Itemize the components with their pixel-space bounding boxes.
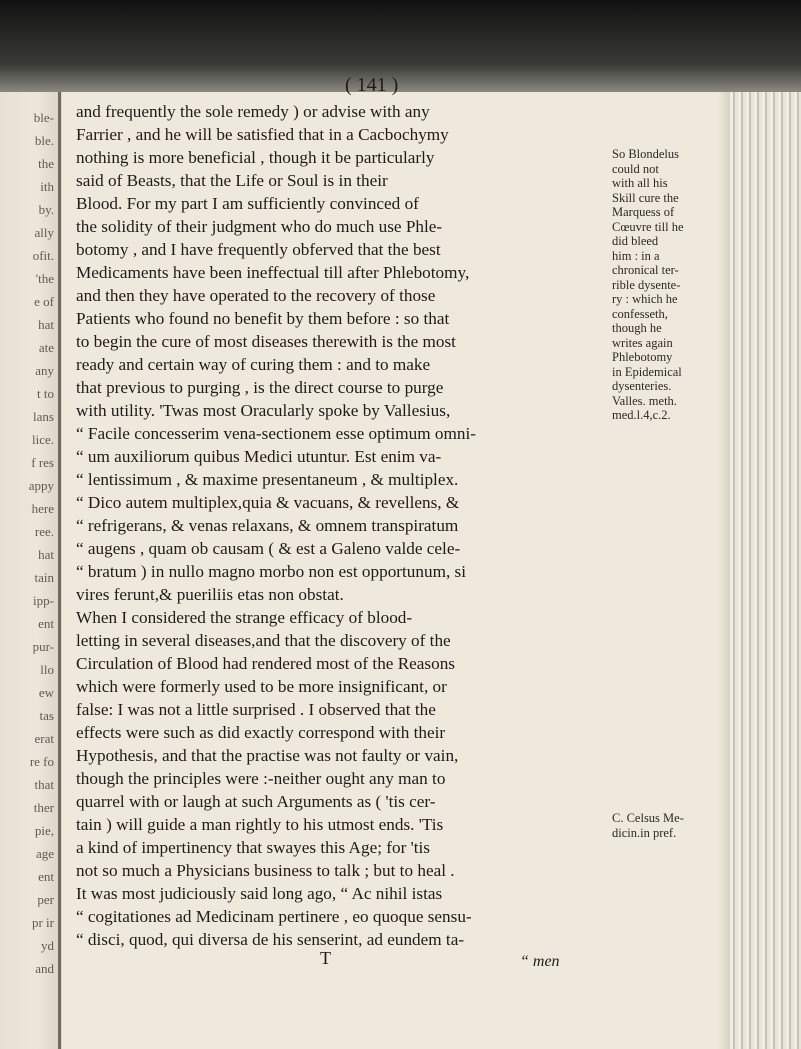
text-line: that previous to purging , is the direct course to purge <box>76 378 444 397</box>
marginal-line: dysenteries. <box>612 379 672 393</box>
left-fragment: yd <box>41 938 54 953</box>
marginal-line: though he <box>612 321 662 335</box>
left-fragment: 'the <box>35 271 54 286</box>
marginal-line: Skill cure the <box>612 190 679 205</box>
marginal-line: him : in a <box>612 248 660 263</box>
left-fragment: hat <box>38 547 54 562</box>
left-fragment: llo <box>40 662 54 677</box>
text-line: “ cogitationes ad Medicinam pertinere , eo quoque sensu- <box>76 907 472 926</box>
marginal-line: confesseth, <box>612 306 668 321</box>
left-fragment: f res <box>31 455 54 470</box>
text-line: nothing is more beneficial , though it be particularly <box>76 148 435 167</box>
text-line: Blood. For my part I am sufficiently convinced of <box>76 194 419 213</box>
text-line: though the principles were :-neither ought any man to <box>76 769 446 788</box>
text-line: and frequently the sole remedy ) or advise with any <box>76 102 430 121</box>
left-fragment: that <box>34 777 54 792</box>
text-line: tain ) will guide a man rightly to his utmost ends. 'Tis <box>76 815 444 834</box>
left-fragment: and <box>35 961 54 976</box>
left-fragment: erat <box>34 731 54 746</box>
marginal-line: in Epidemical <box>612 364 682 379</box>
left-fragment: ew <box>38 685 54 700</box>
left-fragment: lans <box>33 409 54 424</box>
marginal-line: ry : which he <box>612 292 678 306</box>
catchword: “ men <box>520 953 560 970</box>
left-fragment: re fo <box>29 754 54 769</box>
left-fragment: tas <box>39 708 54 723</box>
text-line: When I considered the strange efficacy of blood- <box>76 608 413 627</box>
text-line: letting in several diseases,and that the discovery of the <box>76 631 451 650</box>
left-fragment: t to <box>37 386 54 401</box>
text-line: said of Beasts, that the Life or Soul is in their <box>76 171 388 190</box>
left-fragment: per <box>37 892 54 907</box>
left-fragment: ipp- <box>33 593 54 608</box>
text-line: to begin the cure of most diseases therewith is the most <box>76 332 456 351</box>
text-line: “ bratum ) in nullo magno morbo non est opportunum, si <box>76 562 467 581</box>
left-fragment: lice. <box>31 432 54 447</box>
text-line: “ augens , quam ob causam ( & est a Galeno valde cele- <box>76 539 461 558</box>
text-line: “ um auxiliorum quibus Medici utuntur. Est enim va- <box>76 447 442 466</box>
text-line: “ Dico autem multiplex,quia & vacuans, & revellens, & <box>76 493 460 512</box>
marginal-line: Phlebotomy <box>612 350 673 364</box>
left-fragment: e of <box>34 294 54 309</box>
text-line: Hypothesis, and that the practise was not faulty or vain, <box>76 746 459 765</box>
text-line: Circulation of Blood had rendered most of the Reasons <box>76 654 455 673</box>
text-line: effects were such as did exactly correspond with their <box>76 723 446 742</box>
marginal-line: Marquess of <box>612 205 675 219</box>
left-fragment: the <box>38 156 54 171</box>
left-fragment: pur- <box>32 639 54 654</box>
text-line: not so much a Physicians business to talk ; but to heal . <box>76 861 455 880</box>
text-line: and then they have operated to the recovery of those <box>76 286 436 305</box>
left-fragment: pr ir <box>31 915 54 930</box>
text-line: “ Facile concesserim vena-sectionem esse optimum omni- <box>76 424 476 443</box>
left-fragment: ally <box>34 225 54 240</box>
left-fragment: ofit. <box>32 248 54 263</box>
signature-mark: T <box>320 948 331 968</box>
text-line: “ lentissimum , & maxime presentaneum , & multiplex. <box>76 470 459 489</box>
left-fragment: ree. <box>34 524 54 539</box>
left-fragment: ther <box>33 800 54 815</box>
left-fragment: tain <box>34 570 54 585</box>
left-fragment: ith <box>40 179 54 194</box>
text-line: which were formerly used to be more insignificant, or <box>76 677 447 696</box>
left-fragment: ent <box>38 869 54 884</box>
text-line: Medicaments have been ineffectual till after Phlebotomy, <box>76 263 470 282</box>
marginal-line: Cœuvre till he <box>612 219 684 234</box>
left-page-fragments <box>0 0 60 1049</box>
left-fragment: age <box>35 846 54 861</box>
left-fragment: ate <box>38 340 54 355</box>
left-fragment: any <box>35 363 54 378</box>
marginal-line: writes again <box>612 335 673 350</box>
marginal-line: dicin.in pref. <box>612 825 677 840</box>
text-line: “ disci, quod, qui diversa de his senserint, ad eundem ta- <box>76 930 465 949</box>
marginal-line: did bleed <box>612 234 659 248</box>
text-line: a kind of impertinency that swayes this Age; for 'tis <box>76 838 430 857</box>
book-binding-edge <box>730 92 801 1049</box>
left-fragment: ble- <box>33 110 54 125</box>
left-fragment: ble. <box>34 133 54 148</box>
marginal-line: Valles. meth. <box>612 393 677 408</box>
body-text <box>76 100 606 951</box>
text-line: the solidity of their judgment who do much use Phle- <box>76 217 443 236</box>
marginal-line: could not <box>612 161 659 176</box>
text-line: quarrel with or laugh at such Arguments as ( 'tis cer- <box>76 792 436 811</box>
text-line: “ refrigerans, & venas relaxans, & omnem transpiratum <box>76 516 459 535</box>
left-fragment: by. <box>38 202 54 217</box>
scan-top-shadow <box>0 0 801 92</box>
text-line: botomy , and I have frequently obferved that the best <box>76 240 441 259</box>
left-fragment: ent <box>38 616 54 631</box>
left-fragment: here <box>31 501 54 516</box>
marginal-line: rible dysente- <box>612 277 681 292</box>
marginal-note-celsus <box>612 811 722 840</box>
marginal-line: So Blondelus <box>612 147 680 161</box>
left-fragment: pie, <box>34 823 54 838</box>
text-line: It was most judiciously said long ago, “ Ac nihil istas <box>76 884 443 903</box>
text-line: Patients who found no benefit by them before : so that <box>76 309 450 328</box>
marginal-line: med.l.4,c.2. <box>612 408 671 422</box>
left-fragment: appy <box>28 478 54 493</box>
left-fragment: hat <box>38 317 54 332</box>
text-line: vires ferunt,& pueriliis etas non obstat. <box>76 585 344 604</box>
marginal-line: chronical ter- <box>612 263 679 277</box>
text-line: ready and certain way of curing them : and to make <box>76 355 431 374</box>
marginal-line: C. Celsus Me- <box>612 811 684 825</box>
marginal-note-blondelus <box>612 147 718 423</box>
text-line: Farrier , and he will be satisfied that in a Cacbochymy <box>76 125 449 144</box>
marginal-line: with all his <box>612 176 668 190</box>
text-line: with utility. 'Twas most Oracularly spoke by Vallesius, <box>76 401 451 420</box>
page-number: ( 141 ) <box>345 74 399 96</box>
text-line: false: I was not a little surprised . I observed that the <box>76 700 436 719</box>
